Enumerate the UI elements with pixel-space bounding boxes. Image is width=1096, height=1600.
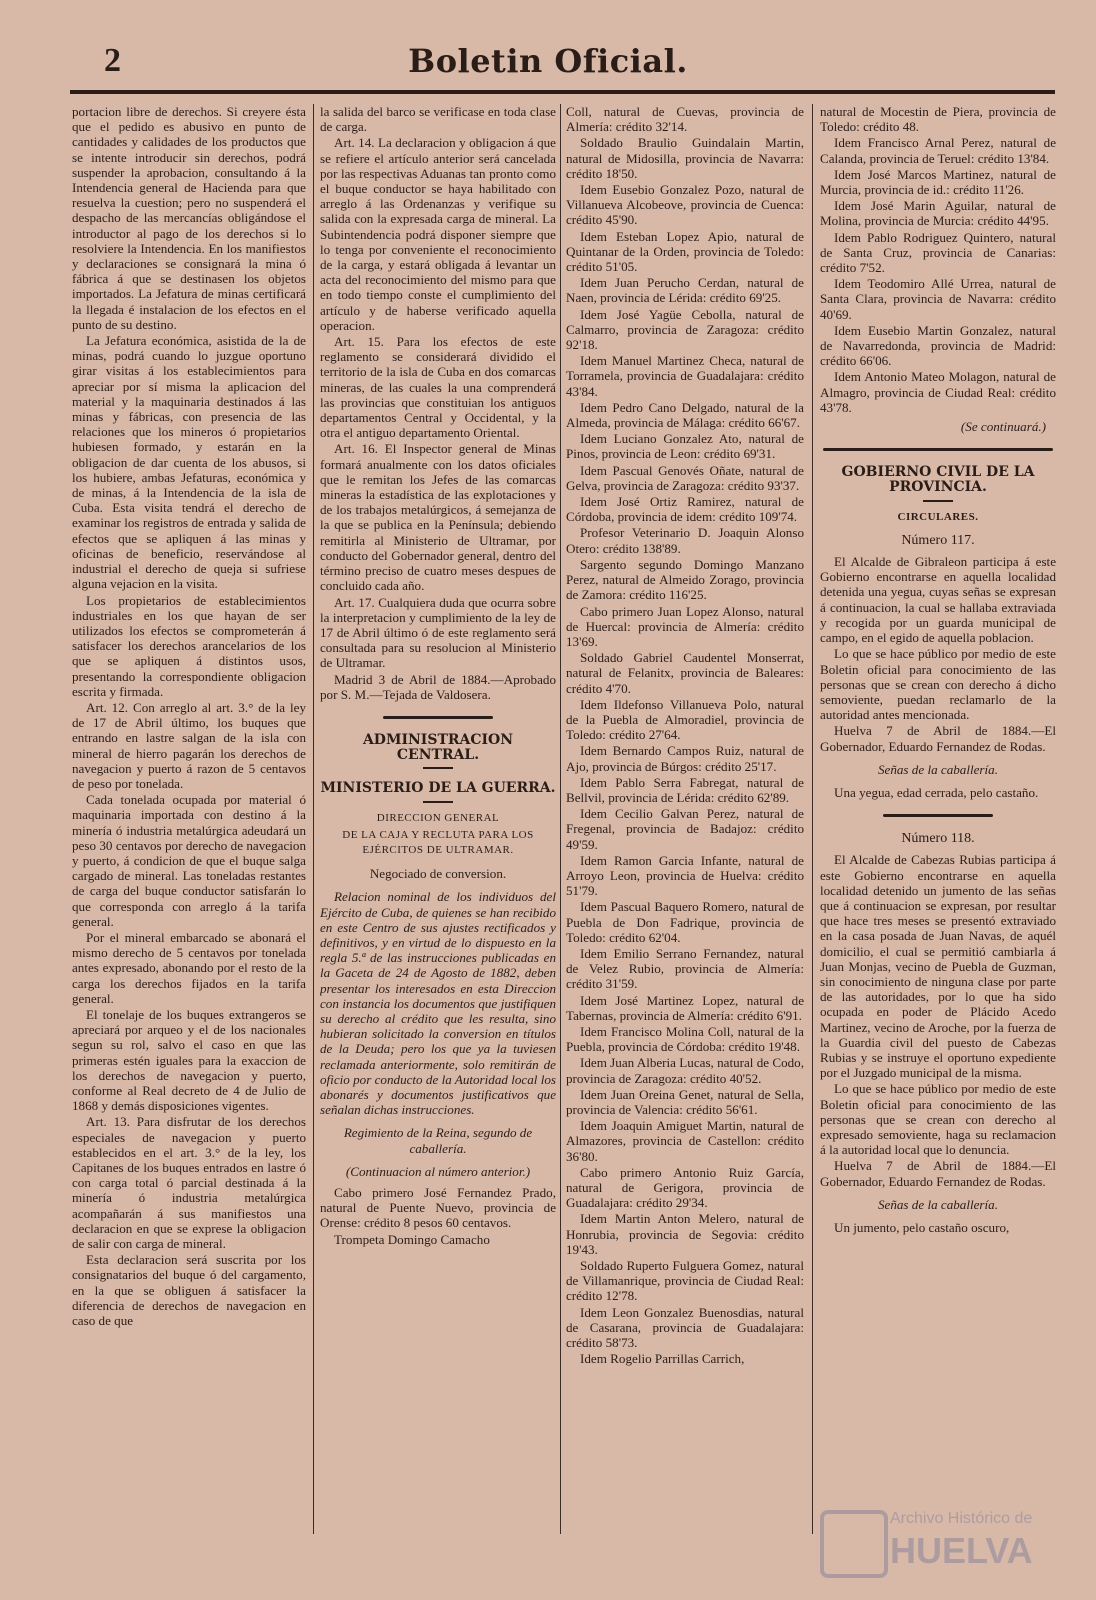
paragraph: Art. 14. La declaracion y obligacion á que se refiere el artículo anterior será cancelada por las respectivas Aduanas tan pronto como el buque conductor se haya habilitado con arreglo á las Ordenanzas y verifique su salida con la expresada carga de mineral. La Subintendencia podrá disponer siempre que lo tenga por conveniente el reconocimiento de la carga, y estará obligada á levantar un acta del reconocimiento del mismo para que en todo tiempo conste el cumplimiento del artículo y de haberse verificado aquella operacion. bbox=[320, 135, 556, 333]
relacion-text: Relacion nominal de los individuos del Ejército de Cuba, de quienes se han recibido en este Centro de sus ajustes rectificados y definitivos, y en virtud de lo dispuesto en la regla 5.ª de las instrucciones publicadas en la Gaceta de 24 de Agosto de 1882, deben presentar los interesados en esta Direccion con instancia los documentos que justifiquen su derecho al crédito que les resulta, sino hubieran solicitado la conversion en títulos de la Deuda; pero los que ya la tuviesen reclamada anteriormente, solo remitirán de oficio por conducto de la Autoridad local los abonarés y documentos justificativos que señalan dichas instrucciones. bbox=[320, 889, 556, 1118]
divider-dash bbox=[423, 767, 453, 769]
entry: Idem Joaquin Amiguet Martin, natural de Almazores, provincia de Castellon: crédito 36'80. bbox=[566, 1118, 804, 1164]
entry: Idem Esteban Lopez Apio, natural de Quintanar de la Orden, provincia de Toledo: crédito 51'05. bbox=[566, 228, 804, 275]
column-divider-2 bbox=[560, 104, 561, 1534]
paragraph: Cada tonelada ocupada por material ó maquinaria importada con destino á la minería ó industria metalúrgica adeudará un peso 30 centavos por derecho de navegacion y puerto, á condicion de que el buque salga cargado de mineral. Las toneladas restantes de carga del buque conductor satisfarán lo que corresponda con arreglo á la tarifa general. bbox=[72, 792, 306, 929]
entry: Idem Ramon Garcia Infante, natural de Arroyo Leon, provincia de Huelva: crédito 51'79. bbox=[566, 852, 804, 899]
entry: Idem Eusebio Gonzalez Pozo, natural de Villanueva Alcobeove, provincia de Cuenca: crédito 45'90. bbox=[566, 182, 804, 228]
watermark-line1: Archivo Histórico de bbox=[890, 1510, 1033, 1527]
header-rule bbox=[70, 90, 1055, 94]
divider-dash bbox=[423, 801, 453, 803]
section-rule bbox=[823, 448, 1053, 451]
entry: Cabo primero José Fernandez Prado, natural de Puente Nuevo, provincia de Orense: crédito 8 pesos 60 centavos. bbox=[320, 1185, 556, 1231]
entry: Idem Pascual Baquero Romero, natural de Puebla de Don Fadrique, provincia de Toledo: crédito 62'04. bbox=[566, 899, 804, 945]
description: Una yegua, edad cerrada, pelo castaño. bbox=[834, 784, 1039, 800]
entry: Idem José Marin Aguilar, natural de Molina, provincia de Murcia: crédito 44'95. bbox=[820, 198, 1056, 229]
entry: Idem Cecilio Galvan Perez, natural de Fregenal, provincia de Badajoz: crédito 49'59. bbox=[566, 806, 804, 852]
entry: Idem Pedro Cano Delgado, natural de la Almeda, provincia de Málaga: crédito 66'67. bbox=[566, 399, 804, 431]
entry: Soldado Gabriel Caudentel Monserrat, natural de Felanitx, provincia de Baleares: crédito 4'70. bbox=[566, 650, 804, 696]
signature-line: Huelva 7 de Abril de 1884.—El Gobernador, Eduardo Fernandez de Rodas. bbox=[820, 1158, 1056, 1189]
entry: Idem José Martinez Lopez, natural de Tabernas, provincia de Almería: crédito 6'91. bbox=[566, 992, 804, 1023]
entry: Idem Emilio Serrano Fernandez, natural de Velez Rubio, provincia de Almería: crédito 31'59. bbox=[566, 945, 804, 992]
divider-dash bbox=[923, 500, 953, 502]
admin-heading: ADMINISTRACION CENTRAL. bbox=[362, 731, 514, 764]
column-divider-3 bbox=[812, 104, 813, 1534]
direction-line: DIRECCION GENERAL bbox=[376, 811, 500, 824]
paragraph: Los propietarios de establecimientos industriales en los que hayan de ser utilizados los efectos se comprometerán á satisfacer los derechos arancelarios de los que se apliquen á distintos usos, presentando la correspondiente obligacion escrita y firmada. bbox=[72, 592, 306, 699]
continuation-note: (Continuacion al número anterior.) bbox=[345, 1163, 531, 1179]
paragraph: Art. 13. Para disfrutar de los derechos especiales de navegacion y puerto establecidos en el art. 3.° de la ley, los Capitanes de los buques entrados en lastre ó con carga total ó parcial destinada á la minería ó industria metalúrgica acompañarán á sus manifiestos una declaracion en que se exprese la obligacion de salir con carga de mineral. bbox=[72, 1114, 306, 1252]
paragraph: La Jefatura económica, asistida de la de minas, podrá cuando lo juzgue oportuno girar visitas á los establecimientos para apreciar por sí misma la aplicacion del material y la maquinaria destinados á las minas y fábricas, con presencia de las relaciones que los mineros ó propietarios hubiesen formado, y estarán en la obligacion de dar cuenta de los abusos, si los hubiere, ambas Jefaturas, económica y de minas, á la Intendencia de la isla de Cuba. Esta visita tendrá el derecho de examinar los registros de entrada y salida de efectos que se apliquen á las minas y oficinas de beneficio, reservándose al industrial el derecho de queja si sufriese alguna vejacion en la visita. bbox=[72, 333, 306, 592]
negociado: Negociado de conversion. bbox=[369, 866, 507, 882]
paragraph: portacion libre de derechos. Si creyere ésta que el pedido es abusivo en punto de cantidades y calidades de los productos que se intente introducir sin derechos, podrá suspender la aprobacion, consultando á la Intendencia general de Hacienda para que resuelva la cuestion; pero no suspenderá el despacho de las mercancías obligándose el introductor al pago de los derechos si lo resolviere la Intendencia. En los manifiestos y declaraciones se consignará la mina ó fábrica á que se destinasen los objetos importados. La Jefatura de minas certificará la llegada é instalacion de los efectos en el punto de su destino. bbox=[72, 104, 306, 332]
entry: Idem José Marcos Martinez, natural de Murcia, provincia de id.: crédito 11'26. bbox=[820, 166, 1056, 198]
direction-line: DE LA CAJA Y RECLUTA PARA LOS EJÉRCITOS DE ULTRAMAR. bbox=[342, 828, 534, 856]
entry: Cabo primero Juan Lopez Alonso, natural de Huercal: provincia de Almería: crédito 13'69. bbox=[566, 603, 804, 649]
entry: Idem Juan Perucho Cerdan, natural de Naen, provincia de Lérida: crédito 69'25. bbox=[566, 275, 804, 306]
signature-line: Madrid 3 de Abril de 1884.—Aprobado por S. M.—Tejada de Valdosera. bbox=[320, 671, 556, 702]
entry: Idem Manuel Martinez Checa, natural de Torramela, provincia de Guadalajara: crédito 43'84. bbox=[566, 353, 804, 399]
entry: Idem Pascual Genovés Oñate, natural de Gelva, provincia de Zaragoza: crédito 93'37. bbox=[566, 462, 804, 493]
archive-watermark bbox=[820, 1505, 1060, 1575]
paragraph: la salida del barco se verificase en toda clase de carga. bbox=[320, 104, 556, 135]
paragraph: Art. 17. Cualquiera duda que ocurra sobre la interpretacion y cumplimiento de la ley de 17 de Abril último ó de este reglamento será consultada para su resolucion al Ministerio de Ultramar. bbox=[320, 594, 556, 671]
entry: Idem Luciano Gonzalez Ato, natural de Pinos, provincia de Leon: crédito 69'31. bbox=[566, 431, 804, 462]
paragraph: El Alcalde de Cabezas Rubias participa á este Gobierno encontrarse en aquella localidad detenido un jumento de las señas que á continuacion se expresan, por resultar que hace tres meses se presentó extraviado en la casa posada de Juan Navas, de aquél domicilio, el cual se permitió cambiarla á Juan Monjas, vecino de Puebla de Guzman, sin conocimiento de ninguna clase por parte de las autoridades, por lo que ha sido ocupada en poder de Plácido Acedo Martinez, vecino de Aroche, por la fuerza de la Guardia civil del puesto de Cabezas Rubias y se instruye el oportuno expediente por el Juzgado municipal de la misma. bbox=[820, 852, 1056, 1081]
entry: Idem Juan Alberia Lucas, natural de Codo, provincia de Zaragoza: crédito 40'52. bbox=[566, 1055, 804, 1086]
entry: Idem Pablo Serra Fabregat, natural de Bellvil, provincia de Lérida: crédito 62'89. bbox=[566, 774, 804, 805]
paragraph: Esta declaracion será suscrita por los consignatarios del buque ó del cargamento, en la que se obliguen á satisfacer la diferencia de derechos de navegacion en caso de que bbox=[72, 1252, 306, 1329]
archive-emblem-icon bbox=[820, 1510, 888, 1578]
circulares-heading: CIRCULARES. bbox=[897, 510, 979, 523]
page-title: Boletin Oficial. bbox=[408, 42, 688, 80]
caballeria-heading: Señas de la caballería. bbox=[877, 761, 998, 777]
page-number: 2 bbox=[104, 42, 121, 79]
column-4 bbox=[820, 104, 1056, 1534]
entry: Coll, natural de Cuevas, provincia de Almería: crédito 32'14. bbox=[566, 104, 804, 135]
column-divider-1 bbox=[313, 104, 314, 1534]
paragraph: Art. 15. Para los efectos de este reglamento se considerará dividido el territorio de la isla de Cuba en dos comarcas mineras, de las cuales la una comprenderá las provincias que constituian los antiguos departamentos Central y Occidental, y la otra el antiguo departamento Oriental. bbox=[320, 334, 556, 441]
caballeria-heading: Señas de la caballería. bbox=[877, 1196, 998, 1212]
entry: Cabo primero Antonio Ruiz García, natural de Gerigora, provincia de Guadalajara: crédito 29'34. bbox=[566, 1164, 804, 1211]
entry: Idem Francisco Molina Coll, natural de la Puebla, provincia de Córdoba: crédito 19'48. bbox=[566, 1023, 804, 1055]
paragraph: El tonelaje de los buques extrangeros se apreciará por arqueo y el de los nacionales segun su rol, salvo el caso en que las primeras estén iguales para la exaccion de los derechos de navegacion y puerto, conforme al Real decreto de 4 de Julio de 1868 y demás disposiciones vigentes. bbox=[72, 1006, 306, 1114]
entry: Idem Pablo Rodriguez Quintero, natural de Santa Cruz, provincia de Canarias: crédito 7'52. bbox=[820, 229, 1056, 276]
to-be-continued: (Se continuará.) bbox=[960, 419, 1046, 435]
entry: Idem José Ortiz Ramirez, natural de Córdoba, provincia de idem: crédito 109'74. bbox=[566, 494, 804, 525]
regiment-title: Regimiento de la Reina, segundo de caballería. bbox=[343, 1125, 533, 1156]
paragraph: El Alcalde de Gibraleon participa á este Gobierno encontrarse en aquella localidad detenida una yegua, cuyas señas se expresan á continuacion, la cual se hallaba extraviada y recogida por un guarda municipal de campo, en el egido de aquella poblacion. bbox=[820, 554, 1056, 646]
entry: Idem Rogelio Parrillas Carrich, bbox=[580, 1351, 745, 1367]
ministry-heading: MINISTERIO DE LA GUERRA. bbox=[320, 780, 556, 797]
signature-line: Huelva 7 de Abril de 1884.—El Gobernador, Eduardo Fernandez de Rodas. bbox=[820, 723, 1056, 754]
section-ornament bbox=[383, 716, 493, 719]
entry: Idem José Yagüe Cebolla, natural de Calmarro, provincia de Zaragoza: crédito 92'18. bbox=[566, 306, 804, 353]
watermark-line2: HUELVA bbox=[890, 1530, 1033, 1571]
paragraph: Por el mineral embarcado se abonará el mismo derecho de 5 centavos por tonelada antes expresado, abonando por el resto de la carga los derechos fijados en la tarifa general. bbox=[72, 929, 306, 1006]
entry: Idem Juan Oreina Genet, natural de Sella, provincia de Valencia: crédito 56'61. bbox=[566, 1086, 804, 1117]
entry: Idem Martin Anton Melero, natural de Honrubia, provincia de Segovia: crédito 19'43. bbox=[566, 1211, 804, 1257]
entry: Idem Leon Gonzalez Buenosdias, natural de Casarana, provincia de Guadalajara: crédito 58'73. bbox=[566, 1304, 804, 1351]
entry: Sargento segundo Domingo Manzano Perez, natural de Almeido Zorago, provincia de Zamora: crédito 116'25. bbox=[566, 556, 804, 603]
paragraph: Art. 16. El Inspector general de Minas formará anualmente con los datos oficiales que le remitan los Jefes de las comarcas mineras la estadística de las explotaciones y de los trabajos metalúrgicos, á semejanza de la que se publica en la Península; debiendo remitirla al Ministerio de Ultramar, por conducto del Gobernador general, dentro del término preciso de cuatro meses despues de concluido cada año. bbox=[320, 441, 556, 594]
entry: Idem Eusebio Martin Gonzalez, natural de Navarredonda, provincia de Madrid: crédito 66'06. bbox=[820, 322, 1056, 369]
column-1 bbox=[72, 104, 306, 1534]
entry: Soldado Ruperto Fulguera Gomez, natural de Villamanrique, provincia de Ciudad Real: crédito 12'78. bbox=[566, 1258, 804, 1304]
section-ornament bbox=[883, 814, 993, 817]
entry: Soldado Braulio Guindalain Martin, natural de Midosilla, provincia de Navarra: crédito 18'50. bbox=[566, 135, 804, 181]
entry: Idem Teodomiro Allé Urrea, natural de Santa Clara, provincia de Navarra: crédito 40'69. bbox=[820, 276, 1056, 322]
column-2 bbox=[320, 104, 556, 1534]
gobierno-heading: GOBIERNO CIVIL DE LA PROVINCIA. bbox=[841, 464, 1035, 496]
paragraph: Lo que se hace público por medio de este Boletin oficial para conocimiento de las personas que se crean con derecho al expresado semoviente, haga su reclamacion á la autoridad local que lo denuncia. bbox=[820, 1081, 1056, 1158]
entry: Idem Bernardo Campos Ruiz, natural de Ajo, provincia de Búrgos: crédito 25'17. bbox=[566, 743, 804, 774]
entry: Trompeta Domingo Camacho bbox=[334, 1231, 490, 1247]
entry: Idem Ildefonso Villanueva Polo, natural de la Puebla de Almoradiel, provincia de Toledo: crédito 27'64. bbox=[566, 696, 804, 743]
entry: Idem Antonio Mateo Molagon, natural de Almagro, provincia de Ciudad Real: crédito 43'78. bbox=[820, 369, 1056, 415]
circular-number-117: Número 117. bbox=[901, 532, 975, 548]
description: Un jumento, pelo castaño oscuro, bbox=[834, 1220, 1010, 1235]
paragraph: Lo que se hace público por medio de este Boletin oficial para conocimiento de las personas que se crean con derecho á dicho semoviente, puedan reclamarlo de la autoridad antes mencionada. bbox=[820, 646, 1056, 723]
paragraph: Art. 12. Con arreglo al art. 3.° de la ley de 17 de Abril último, los buques que entrando en lastre salgan de la isla con mineral de hierro pagarán los derechos de navegacion y puerto á razon de 5 centavos de peso por tonelada. bbox=[72, 699, 306, 791]
circular-number-118: Número 118. bbox=[901, 831, 975, 847]
column-3 bbox=[566, 104, 804, 1534]
entry: Idem Francisco Arnal Perez, natural de Calanda, provincia de Teruel: crédito 13'84. bbox=[820, 135, 1056, 166]
entry: natural de Mocestin de Piera, provincia de Toledo: crédito 48. bbox=[820, 104, 1056, 135]
entry: Profesor Veterinario D. Joaquin Alonso Otero: crédito 138'89. bbox=[566, 525, 804, 556]
